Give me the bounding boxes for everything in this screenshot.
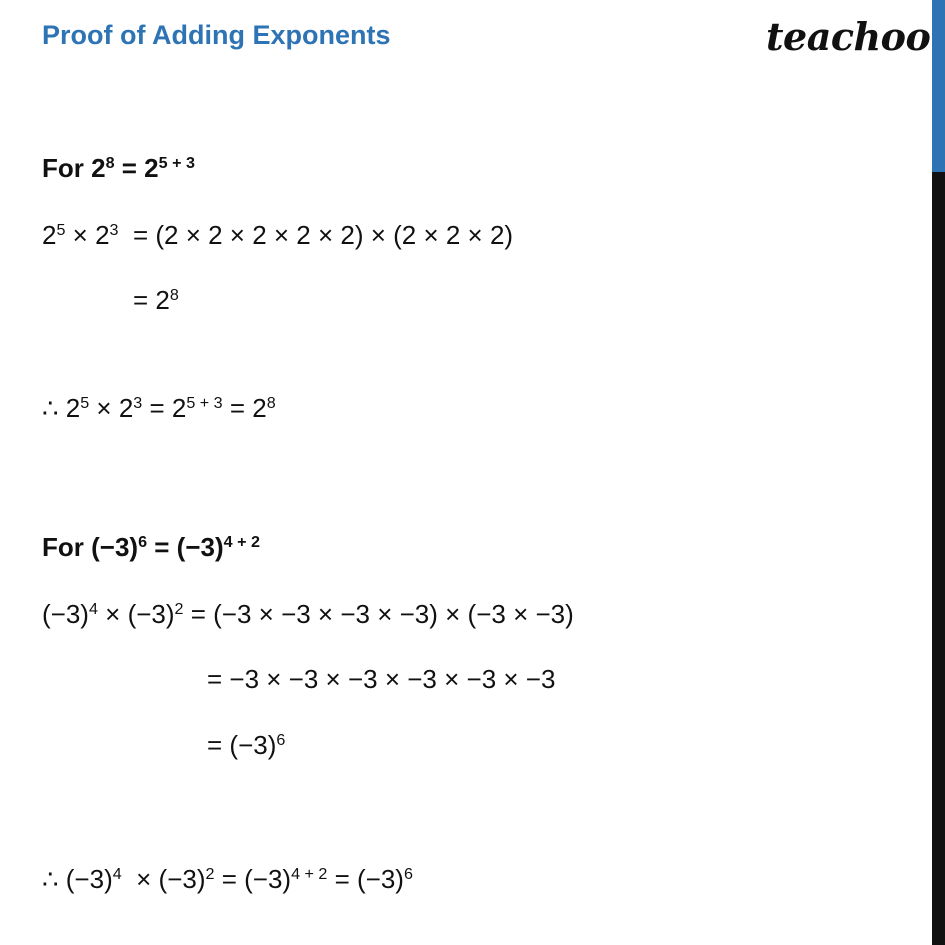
example1-heading: For $2^8 = 2^{5 + 3}$	[42, 153, 195, 183]
scrollbar[interactable]	[932, 0, 945, 945]
example2-heading: For $(-3)^6 = (-3)^{4 + 2}$	[42, 532, 260, 562]
example2-expansion: $(-3)^4 \times (-3)^2 = (-3 \times -3 \times -3 \times -3) \times (-3 \times -3)$	[42, 599, 574, 629]
example2-result: = $(-3)^6$	[207, 730, 286, 760]
example1-conclusion: ∴ $2^5 \times 2^3 = 2^{5 + 3} = 2^8$	[42, 393, 276, 423]
page-title: Proof of Adding Exponents	[42, 20, 391, 50]
example2-conclusion: ∴ $(-3)^4 \times (-3)^2 = (-3)^{4 + 2} = (-3)^6$	[42, 864, 413, 894]
example1-result: = $2^8$	[133, 285, 179, 315]
example2-product: = −3 × −3 × −3 × −3 × −3 × −3	[207, 664, 556, 694]
example1-expansion: $2^5 \times 2^3 = (2 \times 2 \times 2 \times 2 \times 2) \times (2 \times 2 \times 2)$	[42, 220, 514, 250]
teachoo-logo: teachoo	[766, 14, 931, 59]
scrollbar-thumb[interactable]	[932, 0, 945, 172]
